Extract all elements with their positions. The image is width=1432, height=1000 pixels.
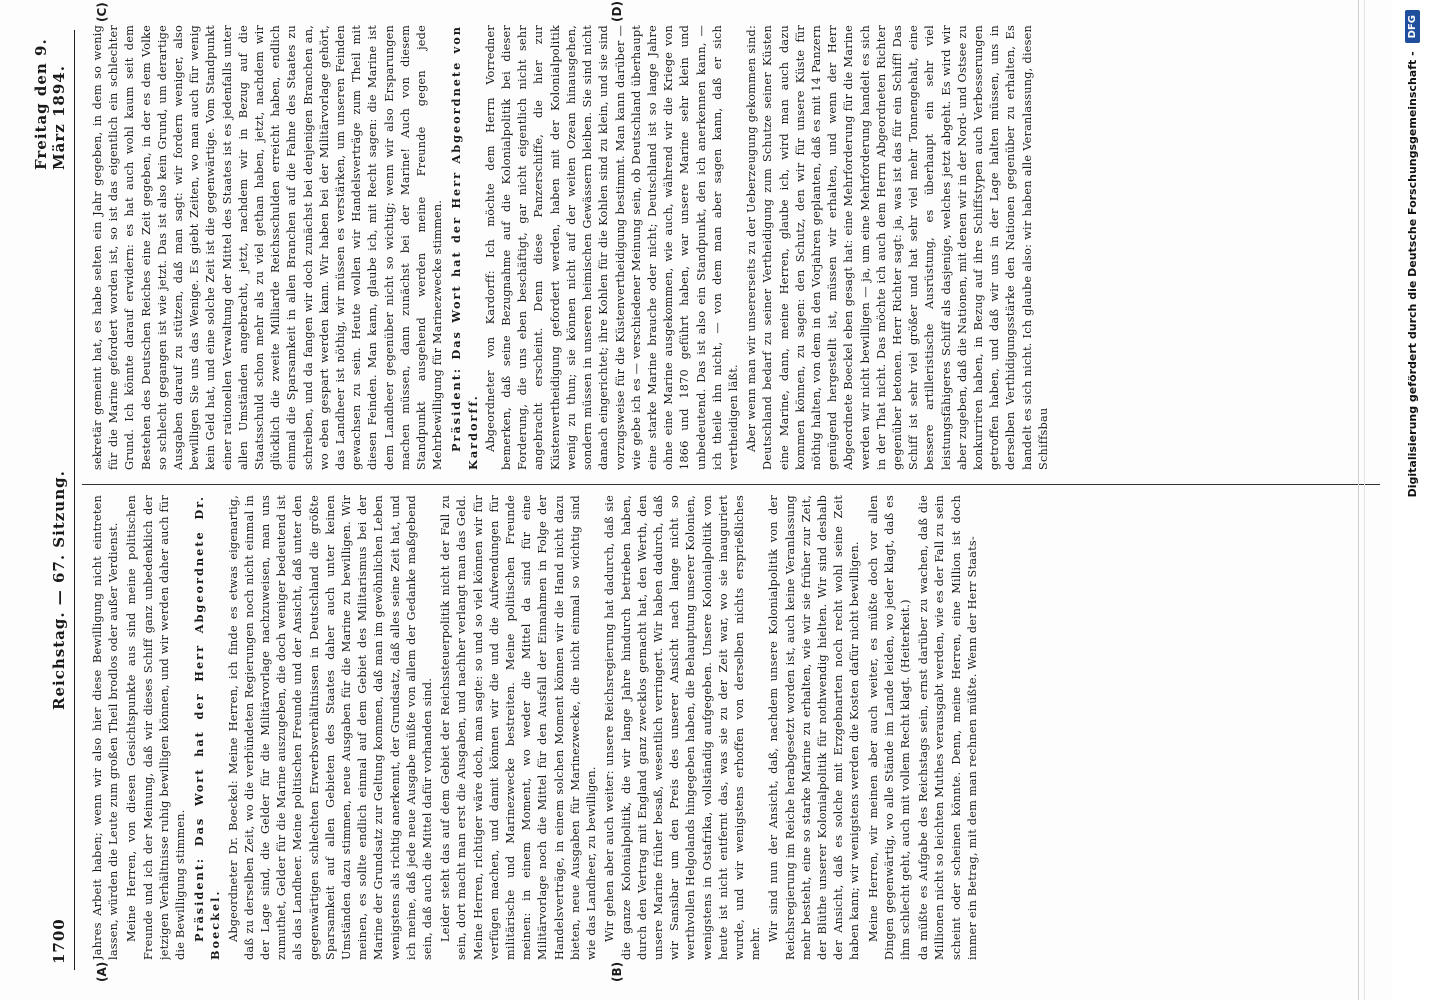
paragraph: Leider steht das auf dem Gebiet der Reichssteuerpolitik nicht der Fall zu sein, dort macht man erst die Ausgaben, und nachher verlangt man das Geld. Meine Herren, richtiger wäre doch, man sagte: so und so viel können wir für verfügen machen, und damit können wir die und die Aufwendungen für militärische und Marinezwecke bestreiten. Meine politischen Freunde meinen: in einem Moment, wo weder die Mittel da sind für eine Militärvorlage noch die Mittel für den Ausfall der Einnahmen in Folge der Handelsverträge, in einem solchen Moment können wir die Hand nicht dazu bieten, neue Ausgaben für Marinezwecke, die nicht einmal so wichtig sind wie das Landheer, zu bewilligen. <box>439 495 599 960</box>
paragraph: da müßte es Aufgabe des Reichstags sein, ernst darüber zu wachen, daß die Millionen nicht so leichten Muthes verausgabt werden, wie es der Fall zu sein scheint oder scheinen könnte. Denn, meine Herren, eine Million ist doch immer ein Betrag, mit dem man rechnen müßte. Wenn der Herr Staats- <box>917 495 979 960</box>
right-running-head: Freitag den 9. März 1894. <box>32 38 68 170</box>
margin-marker-c: (C) <box>95 2 109 22</box>
margin-marker-a: (A) <box>95 961 109 982</box>
speaker-paragraph: Präsident: Das Wort hat der Herr Abgeordnete von Kardorff. <box>449 25 480 470</box>
speaker-paragraph: Präsident: Das Wort hat der Herr Abgeordnete Dr. Boeckel. <box>192 495 223 960</box>
column-divider <box>82 484 1380 485</box>
footer-rotated <box>1392 0 1432 1000</box>
left-running-head: Reichstag. — 67. Sitzung. <box>50 470 68 710</box>
digitization-footer <box>1392 0 1432 1000</box>
paragraph: Jahres Arbeit haben; wenn wir also hier diese Bewilligung nicht eintreten lassen, würden die Leute zum großen Theil brodlos oder außer Verdienst. <box>91 495 121 960</box>
paragraph: Wir sind nun der Ansicht, daß, nachdem unsere Kolonialpolitik von der Reichsregierung im Reiche herabgesetzt worden ist, auch keine Veranlassung mehr besteht, eine so starke Marine zu erhalten, wie wir sie früher zur Zeit, der Blüthe unserer Kolonialpolitik für nothwendig hielten. Wir sind deshalb der Ansicht, daß es solche mit Erzgebnarten noch recht wohl seine Zeit haben kann; wir wenigstens werden die Kosten dafür nicht bewilligen. <box>767 495 862 960</box>
right-text-column <box>90 25 1370 470</box>
paragraph: Abgeordneter von Kardorff: Ich möchte dem Herrn Vorredner bemerken, daß seine Bezugnahme auf die Kolonialpolitik bei dieser Forderung, die uns eben beschäftigt, gar nicht eigentlich nicht sehr angebracht erscheint. Denn diese Panzerschiffe, die hier zur Küstenvertheidigung gefordert werden, haben mit der Kolonialpolitik wenig zu thun; sie können nicht auf der weiten Ozean hinausgehen, sondern müssen in unseren heimischen Gewässern bleiben. Sie sind nicht danach eingerichtet; ihre Kohlen für die Kohlen sind zu klein, und sie sind vorzugsweise für die Küstenvertheidigung bestimmt. Man kann darüber — wie gebe ich es — verschiedener Meinung sein, ob Deutschland überhaupt eine starke Marine brauche oder nicht; Deutschland ist so lange Jahre ohne eine Marine ausgekommen, wie auch, während wir die Kriege von 1866 und 1870 geführt haben, war unsere Marine sehr klein und unbedeutend. Das ist also ein Standpunkt, den ich anerkennen kann, — ich theile ihn nicht, — von dem man aber sagen kann, daß er sich vertheidigen läßt. <box>483 25 740 470</box>
paragraph: Aber wenn man wir unsererseits zu der Ueberzeugung gekommen sind: Deutschland bedarf zu seiner Vertheidigung zum Schutze seiner Küsten eine Marine, dann, meine Herren, glaube ich, wird man auch dazu kommen können, zu sagen: den Schutz, den wir für unsere Küste für nöthig halten, von dem in den Vorjahren geplanten, daß es mit 14 Panzern genügend hergestellt ist, müssen wir erhalten, und wenn der Herr Abgeordnete Boeckel eben gesagt hat: eine Mehrforderung für die Marine werden wir nicht bewilligen — ja, um eine Mehrforderung handelt es sich in der That nicht. Das möchte ich auch dem Herrn Abgeordneten Richter gegenüber betonen. Herr Richter sagt: ja, was ist das für ein Schiff! Das Schiff ist sehr viel größer und hat sehr viel mehr Tonnengehalt, eine bessere artilleristische Ausrüstung, es überhaupt ein sehr viel leistungsfähigeres Schiff als dasjenige, welches jetzt abgeht. Es wird wir aber zugeben, daß die Nationen, mit denen wir in der Nord- und Ostsee zu konkurriren haben, in Bezug auf ihre Schiffstypen auch Verbesserungen getroffen haben, und daß wir uns in der Lage halten müssen, uns in derselben Verthidigungsstärke den Nationen gegenüber zu erhalten, Es handelt es sich nicht. Ich glaube also: wir haben alle Veranlassung, diesen Schiffsbau <box>745 25 1050 470</box>
margin-marker-d: (D) <box>610 1 624 22</box>
paragraph: Meine Herren, wir meinen aber auch weiter, es müßte doch vor allen Dingen gegenwärtig, wo alle Stände im Lande leiden, wo jeder klagt, daß es ihm schlecht geht, auch mit vollem Recht klagt. (Heiterkeit.) <box>866 495 912 960</box>
scan-edge-line <box>1358 0 1359 1000</box>
paragraph: sekretär gemeint hat, es habe selten ein Jahr gegeben, in dem so wenig für die Marine gefordert worden ist, so ist das eigentlich ein schlechter Grund. Ich könnte darauf erwidern: es hat auch wohl kaum seit dem Bestehen des Deutschen Reiches eine Zeit gegeben, in der es dem Volke so schlecht gegangen ist wie jetzt. Das ist also kein Grund, um derartige Ausgaben darauf zu stützen, daß man sagt: wir fordern weniger, also bewilligen Sie uns das Wenige. Es giebt Zeiten, wo man auch für wenig kein Geld hat, und eine solche Zeit ist die gegenwärtige. Vom Standpunkt einer rationellen Verwaltung der Mittel des Staates ist es jedenfalls unter allen Umständen angebracht, jetzt, nachdem wir in Bezug auf die Staatsschuld schon mehr als zu viel gethan haben, jetzt, nachdem wir glücklich die zweite Milliarde Reichsschulden erreicht haben, endlich einmal die Sparsamkeit in allen Branchen auf die Fahne des Staates zu schreiben, und da fangen wir doch zunächst bei denjenigen Branchen an, wo eben gespart werden kann. Wir haben bei der Militärvorlage gehört, das Landheer ist nöthig, wir müssen es verstärken, um unseren Feinden gewachsen zu sein. Heute wollen wir Handelsverträge zum Theil mit diesen Feinden. Man kann, glaube ich, mit Recht sagen: die Marine ist dem Landheer gegenüber nicht so wichtig; wenn wir also Ersparungen machen müssen, dann zunächst bei der Marine! Auch von diesem Standpunkt ausgehend werden meine Freunde gegen jede Mehrbewilligung für Marinezwecke stimmen. <box>91 25 445 470</box>
margin-marker-b: (B) <box>610 961 624 982</box>
footer-credit-text: Digitalisierung gefördert durch die Deutsche Forschungsgemeinschaft - <box>1405 51 1419 498</box>
paragraph: Wir gehen aber auch weiter: unsere Reichsregierung hat dadurch, daß sie die ganze Kolonialpolitik, die wir lange Jahre hindurch betrieben haben, durch den Vertrag mit England ganz zwecklos gemacht hat, den Werth, den unsere Marine früher besaß, wesentlich verringert. Wir haben dadurch, daß wir Sansibar um den Preis des unserer Ansicht nach lange nicht so werthvollen Helgolands hingegeben haben, die Behauptung unserer Kolonien, wenigstens in Ostafrika, vollständig aufgegeben. Unsere Kolonialpolitik von heute ist nicht entfernt das, was sie zu der Zeit war, wo sie inauguriert wurde, und wir wenigstens erhoffen von derselben nichts ersprießliches mehr. <box>603 495 763 960</box>
page-number: 1700 <box>50 918 68 964</box>
scan-edge-line <box>1364 0 1365 1000</box>
paragraph: Abgeordneter Dr. Boeckel: Meine Herren, ich finde es etwas eigenartig, daß zu derselben Zeit, wo die verbündeten Regierungen noch nicht einmal in der Lage sind, die Gelder für die Militärvorlage nachzuweisen, man uns zumuthet, Gelder für die Marine auszugeben, die doch weniger bedeutend ist als das Landheer. Meine politischen Freunde und der Ansicht, daß unter den gegenwärtigen schlechten Erwerbsverhältnissen in Deutschland die größte Sparsamkeit auf allen Gebieten des Staates daher auch unter keinen Umständen dazu stimmen, neue Ausgaben für die Marine zu bewilligen. Wir meinen, es sollte endlich einmal auf dem Gebiet des Militarismus bei der Marine der Grundsatz zur Geltung kommen, daß man im gewöhnlichen Leben wenigstens als richtig anerkennt, der Grundsatz, daß alles seine Zeit hat, und ich meine, daß jede neue Ausgabe müßte von allem der Gedanke maßgebend sein, daß auch die Mittel dafür vorhanden sind. <box>226 495 435 960</box>
left-text-column <box>90 495 1370 960</box>
page-header <box>32 30 75 970</box>
paragraph: Meine Herren, von diesen Gesichtspunkte aus sind meine politischen Freunde und ich der Meinung, daß wir dieses Schiff ganz unbedenklich der jetzigen Verhältnisse ruhig bewilligen können, und wir werden daher auch für die Bewilligung stimmen. <box>125 495 188 960</box>
dfg-logo: DFG <box>1405 10 1420 43</box>
